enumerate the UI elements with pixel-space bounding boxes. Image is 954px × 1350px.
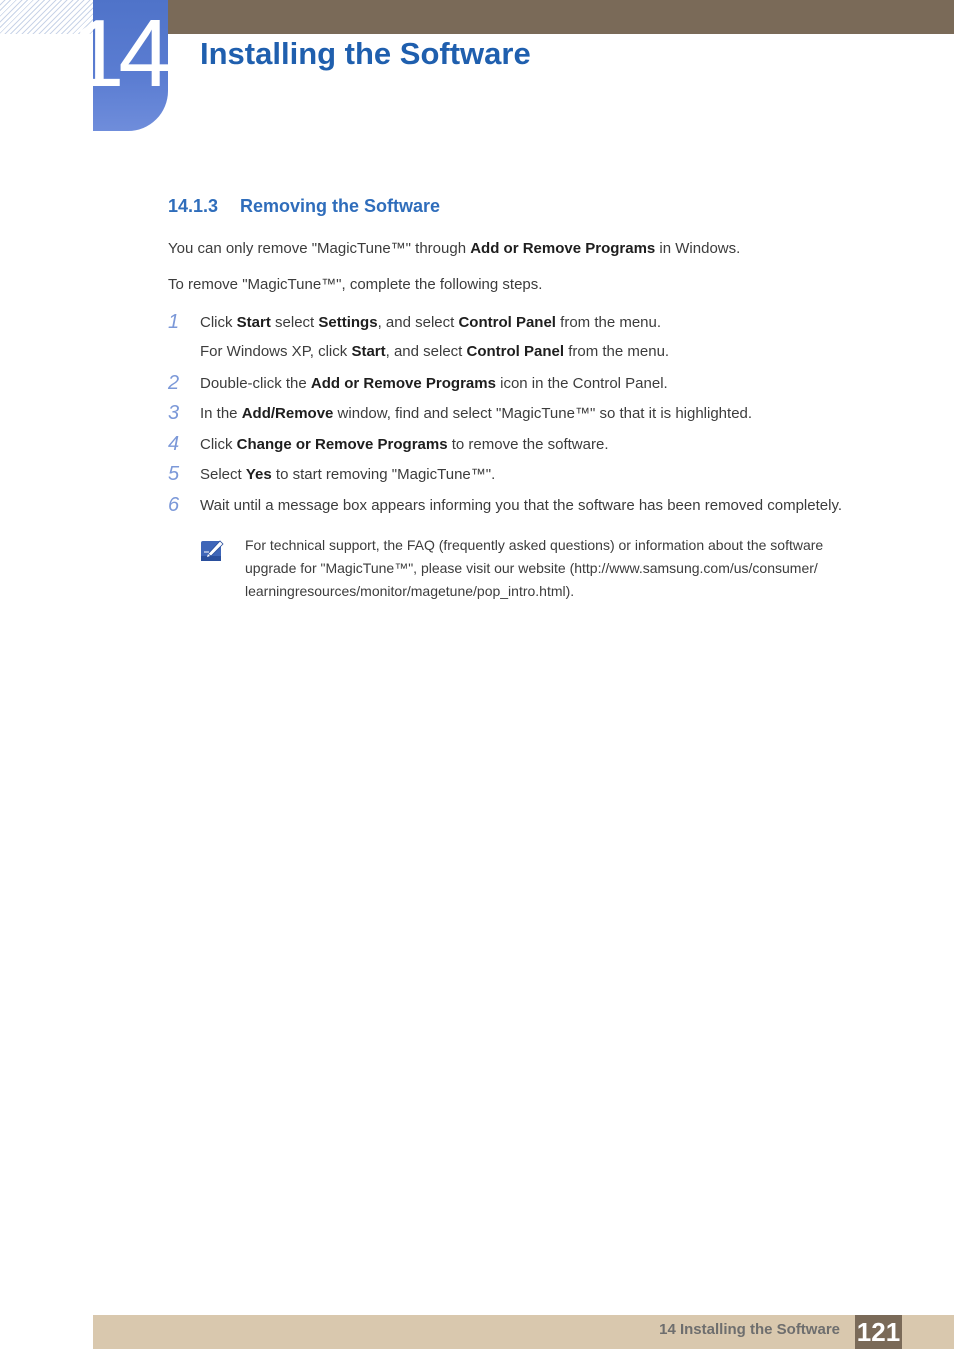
note-line: upgrade for "MagicTune™", please visit our website (http://www.samsung.com/us/consumer/ — [245, 560, 818, 576]
section-title: Removing the Software — [240, 196, 441, 216]
step-span: Click — [200, 314, 237, 331]
step-number: 6 — [168, 494, 180, 516]
section-heading — [168, 196, 440, 217]
step-span: from the menu. — [555, 314, 662, 331]
intro-text: in Windows. — [655, 240, 741, 257]
note-line: learningresources/monitor/magetune/pop_intro.html). — [245, 583, 575, 599]
step-text — [200, 375, 668, 392]
step-subtext — [200, 343, 669, 360]
step-bold: Settings — [318, 314, 378, 331]
step-number: 4 — [168, 433, 180, 455]
step-bold: Start — [351, 343, 386, 360]
step-text — [200, 466, 495, 483]
step-number: 1 — [168, 311, 180, 333]
chapter-number: 14 — [71, 0, 166, 107]
intro-bold-term: Add or Remove Programs — [470, 240, 656, 257]
step-span: , and select — [377, 314, 459, 331]
step-bold: Control Panel — [466, 343, 565, 360]
step-span: from the menu. — [564, 343, 670, 360]
step-number: 5 — [168, 463, 180, 485]
chapter-number-block — [71, 0, 168, 131]
section-number: 14.1.3 — [168, 196, 219, 216]
intro-paragraph-2: To remove "MagicTune™", complete the following steps. — [168, 276, 543, 293]
step-span: select — [270, 314, 319, 331]
note-line: For technical support, the FAQ (frequently asked questions) or information about the software — [245, 537, 824, 553]
step-span: For Windows XP, click — [200, 343, 352, 360]
step-bold: Yes — [245, 466, 272, 483]
step-number: 3 — [168, 402, 180, 424]
step-span: Double-click the — [200, 375, 311, 392]
step-span: icon in the Control Panel. — [495, 375, 668, 392]
footer-chapter-label: 14 Installing the Software — [659, 1321, 840, 1338]
note-pencil-icon — [200, 538, 224, 562]
page-number: 121 — [856, 1317, 901, 1347]
step-number: 2 — [168, 372, 180, 394]
step-bold: Control Panel — [458, 314, 556, 331]
step-text — [200, 314, 661, 331]
chapter-title: Installing the Software — [200, 36, 531, 71]
step-span: Select — [200, 466, 246, 483]
step-span: to start removing "MagicTune™". — [271, 466, 496, 483]
step-span: to remove the software. — [447, 436, 609, 453]
header-band — [168, 0, 954, 34]
step-span: window, find and select "MagicTune™" so that it is highlighted. — [333, 405, 753, 422]
step-bold: Change or Remove Programs — [236, 436, 448, 453]
intro-paragraph-1 — [168, 240, 740, 257]
step-span: In the — [200, 405, 242, 422]
step-text — [200, 436, 608, 453]
step-span: Click — [200, 436, 237, 453]
step-bold: Add/Remove — [241, 405, 334, 422]
step-span: , and select — [385, 343, 467, 360]
step-bold: Add or Remove Programs — [310, 375, 496, 392]
intro-text: You can only remove "MagicTune™" through — [168, 240, 471, 257]
step-bold: Start — [236, 314, 271, 331]
step-text: Wait until a message box appears informing you that the software has been removed completely. — [200, 497, 843, 514]
step-text — [200, 405, 752, 422]
